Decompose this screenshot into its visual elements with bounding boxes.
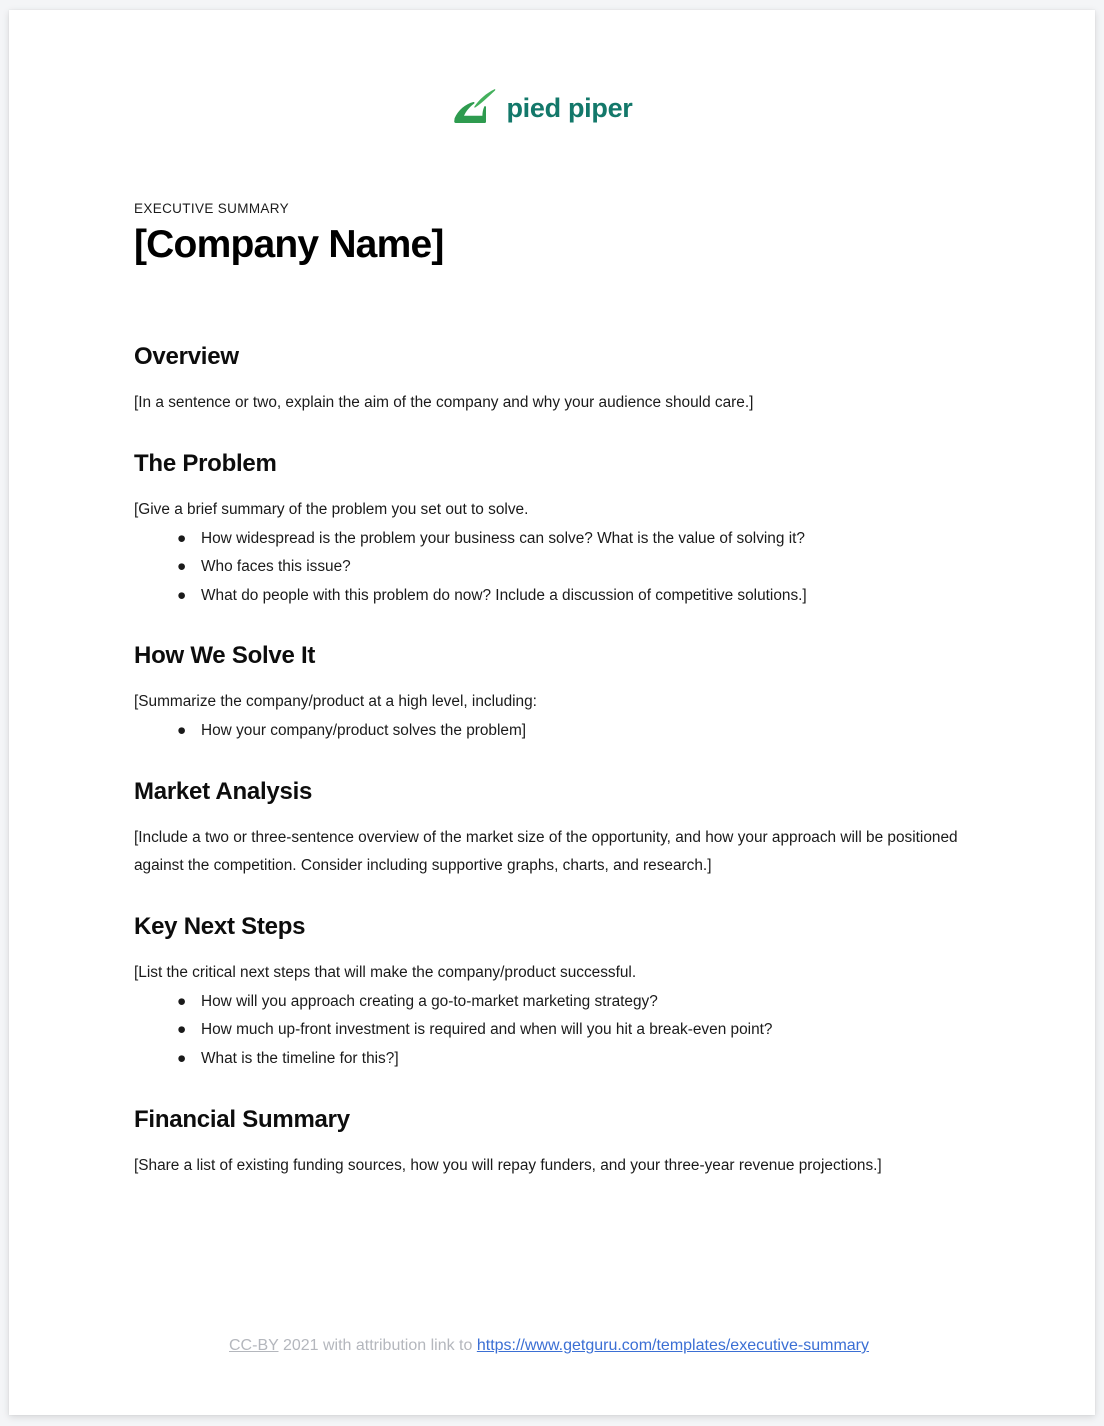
list-item (134, 1016, 974, 1045)
section-heading: Financial Summary (134, 1105, 350, 1133)
document-content (134, 200, 974, 1180)
bullet-dot-icon: ● (177, 1021, 187, 1039)
document-footer (9, 1335, 1095, 1357)
section-heading: How We Solve It (134, 642, 316, 670)
section-the-problem (134, 418, 974, 611)
list-item (134, 717, 974, 746)
footer-attribution (229, 1335, 869, 1357)
section-how-we-solve-it (134, 610, 974, 745)
list-item (134, 1045, 974, 1074)
section-key-next-steps (134, 881, 974, 1074)
list-item-label: How much up-front investment is required and when will you hit a break-even point? (201, 1021, 773, 1039)
section-financial-summary (134, 1074, 974, 1181)
list-item-label: What do people with this problem do now? Include a discussion of competitive solutions.] (201, 586, 807, 604)
section-heading: The Problem (134, 449, 277, 477)
bullet-dot-icon: ● (177, 722, 187, 740)
list-item (134, 988, 974, 1017)
bullet-dot-icon: ● (177, 1049, 187, 1067)
section-body: [Give a brief summary of the problem you set out to solve. (134, 500, 529, 518)
section-heading: Overview (134, 343, 239, 371)
section-body: [Include a two or three-sentence overview of the market size of the opportunity, and how your approach will be positioned against the competition. Consider including supportive graphs, charts, and research.] (134, 828, 958, 875)
brand-logo (9, 88, 1095, 128)
bullet-dot-icon: ● (177, 529, 187, 547)
document-page (9, 10, 1095, 1415)
footer-middle-text: 2021 with attribution link to (278, 1337, 477, 1354)
brand-wordmark: pied piper (506, 92, 633, 123)
list-item-label: What is the timeline for this?] (201, 1049, 399, 1067)
document-eyebrow: EXECUTIVE SUMMARY (134, 201, 289, 216)
bullet-list (134, 717, 974, 746)
pied-piper-leaf-icon (453, 88, 497, 128)
bullet-list (134, 988, 974, 1074)
list-item-label: Who faces this issue? (201, 558, 351, 576)
list-item-label: How widespread is the problem your business can solve? What is the value of solving it? (201, 529, 805, 547)
template-url-link[interactable]: https://www.getguru.com/templates/executive-summary (476, 1337, 869, 1354)
section-overview (134, 342, 974, 418)
section-heading: Market Analysis (134, 777, 313, 805)
section-body: [List the critical next steps that will make the company/product successful. (134, 964, 637, 981)
page-title: [Company Name] (134, 223, 444, 267)
section-body: [Share a list of existing funding sources, how you will repay funders, and your three-year revenue projections.] (134, 1156, 882, 1174)
bullet-dot-icon: ● (177, 558, 187, 576)
list-item (134, 553, 974, 582)
section-body: [Summarize the company/product at a high level, including: (134, 693, 537, 711)
document-header (134, 200, 974, 268)
bullet-dot-icon: ● (177, 586, 187, 604)
list-item (134, 582, 974, 611)
bullet-dot-icon: ● (177, 992, 187, 1010)
list-item-label: How your company/product solves the problem] (201, 722, 527, 740)
cc-by-link[interactable]: CC-BY (229, 1337, 279, 1354)
list-item (134, 525, 974, 554)
section-body: [In a sentence or two, explain the aim of the company and why your audience should care.] (134, 394, 754, 412)
list-item-label: How will you approach creating a go-to-market marketing strategy? (201, 992, 658, 1010)
section-heading: Key Next Steps (134, 913, 306, 940)
bullet-list (134, 525, 974, 611)
section-market-analysis (134, 746, 974, 881)
